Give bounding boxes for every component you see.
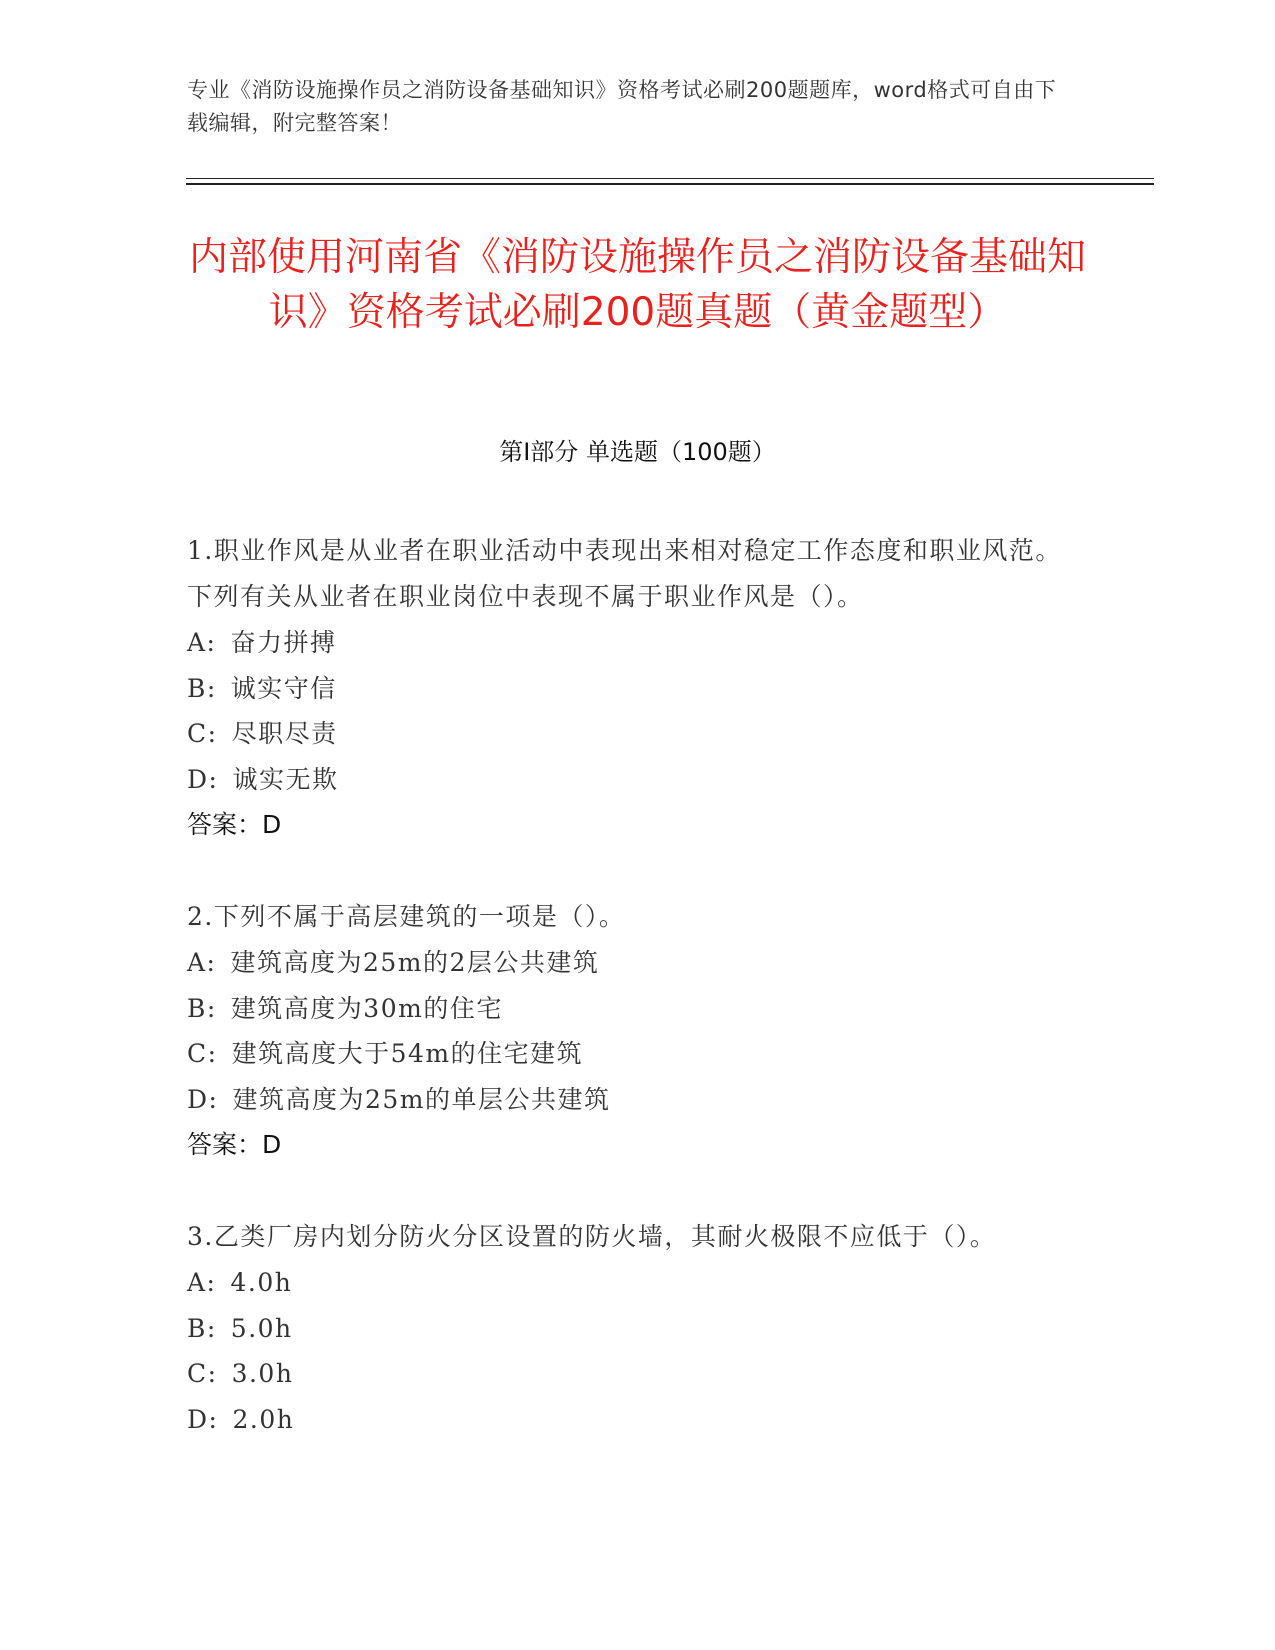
answer: 答案：D [187,810,282,839]
option-c [187,1351,1067,1397]
option-letter: B: [187,1313,217,1343]
option-text: 建筑高度为30m的住宅 [230,993,503,1023]
option-text: 建筑高度为25m的2层公共建筑 [230,948,600,977]
header-divider-thick [186,183,1154,185]
option-text: 诚实守信 [230,673,337,703]
option-letter: C: [187,1359,218,1388]
option-d [187,1077,1067,1123]
option-letter: B: [187,993,217,1023]
option-text: 5.0h [230,1313,293,1343]
option-a [187,1260,1067,1306]
option-a [187,620,1067,666]
option-letter: C: [187,719,218,748]
option-text: 诚实无欺 [232,764,339,794]
option-letter: D: [187,1404,219,1434]
option-letter: A: [187,628,217,657]
option-c [187,1031,1067,1077]
question-2 [187,894,1067,1168]
option-text: 4.0h [230,1268,293,1297]
document-title: 内部使用河南省《消防设施操作员之消防设备基础知识》资格考试必刷200题真题（黄金题型） [188,235,1086,335]
option-text: 2.0h [232,1404,295,1434]
option-text: 3.0h [231,1359,294,1388]
option-d [187,1397,1067,1443]
option-a [187,940,1067,986]
option-b [187,1306,1067,1352]
question-1 [187,528,1067,848]
option-letter: D: [187,764,219,794]
option-text: 奋力拼搏 [230,628,337,657]
option-letter: D: [187,1084,219,1114]
option-text: 尽职尽责 [231,719,338,748]
option-text: 建筑高度大于54m的住宅建筑 [231,1039,584,1068]
option-b [187,986,1067,1032]
option-letter: B: [187,673,217,703]
option-c [187,711,1067,757]
question-stem: 1.职业作风是从业者在职业活动中表现出来相对稳定工作态度和职业风范。下列有关从业者在职业岗位中表现不属于职业作风是（）。 [187,536,1062,611]
option-letter: C: [187,1039,218,1068]
question-stem: 2.下列不属于高层建筑的一项是（）。 [187,902,626,931]
header-divider-thin [186,178,1154,179]
option-letter: A: [187,948,217,977]
question-stem: 3.乙类厂房内划分防火分区设置的防火墙，其耐火极限不应低于（）。 [187,1222,997,1251]
option-d [187,757,1067,803]
answer: 答案：D [187,1130,282,1159]
question-list [187,528,1067,1488]
option-text: 建筑高度为25m的单层公共建筑 [232,1084,611,1114]
option-b [187,666,1067,712]
section-title: 第I部分 单选题（100题） [499,438,776,466]
question-3 [187,1214,1067,1442]
option-letter: A: [187,1268,217,1297]
header-note: 专业《消防设施操作员之消防设备基础知识》资格考试必刷200题题库，word格式可自由下载编辑，附完整答案！ [187,78,1057,135]
